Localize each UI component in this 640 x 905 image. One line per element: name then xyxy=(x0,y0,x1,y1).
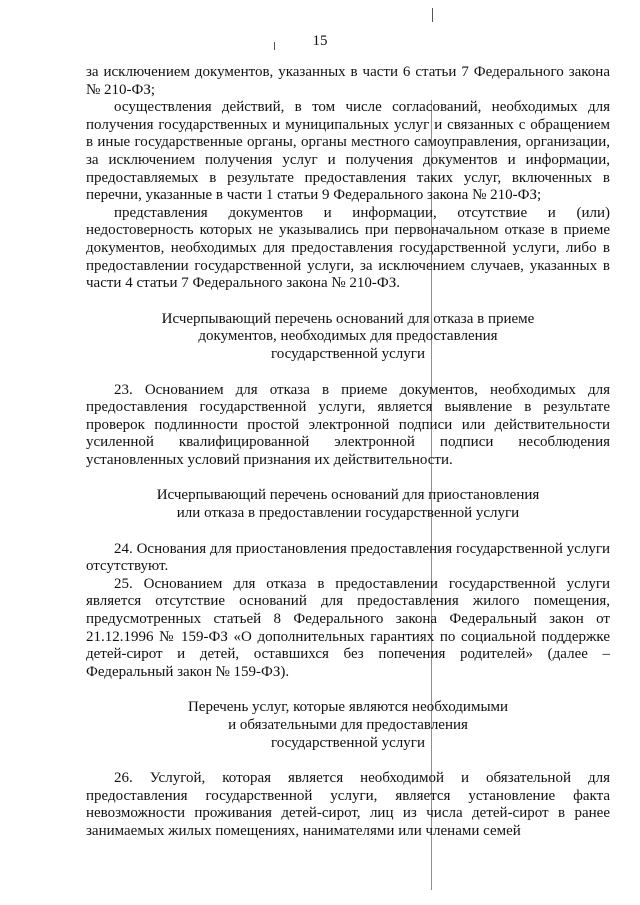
heading-line: Перечень услуг, которые являются необходимыми xyxy=(187,699,509,716)
page-number: 15 xyxy=(312,33,328,49)
heading-line: государственной услуги xyxy=(271,345,425,362)
heading-required-services xyxy=(86,699,610,752)
heading-line: документов, необходимых для предоставления xyxy=(198,328,498,345)
heading-suspension-grounds xyxy=(86,487,610,522)
heading-line: или отказа в предоставлении государственной услуги xyxy=(176,505,520,522)
paragraph-25: 25. Основанием для отказа в предоставлении государственной услуги является отсутствие оснований для предоставления жилого помещения, предусмотренных статьей 8 Федерального закона Федеральный закон от 21.12.1996 № 159-ФЗ «О дополнительных гарантиях по социальной поддержке детей-сирот и детей, оставшихся без попечения родителей» (далее – Федеральный закон № 159-ФЗ). xyxy=(86,575,610,680)
paragraph-documents: представления документов и информации, отсутствие и (или) недостоверность которых не указывались при первоначальном отказе в приеме документов, необходимых для предоставления государственной услуги, либо в предоставлении государственной услуги, за исключением случаев, указанных в части 4 статьи 7 Федерального закона № 210-ФЗ. xyxy=(86,204,610,292)
heading-line: Исчерпывающий перечень оснований для приостановления xyxy=(156,487,540,504)
scan-mark-top-right xyxy=(432,8,433,22)
heading-line: Исчерпывающий перечень оснований для отказа в приеме xyxy=(161,310,535,327)
heading-line: государственной услуги xyxy=(271,734,425,751)
paragraph-23: 23. Основанием для отказа в приеме документов, необходимых для предоставления государственной услуги, является выявление в результате проверок подлинности простой электронной подписи или действительности усиленной квалифицированной электронной подписи несоблюдения установленных условий признания их действительности. xyxy=(86,381,610,468)
paragraph-actions: осуществления действий, в том числе согласований, необходимых для получения государственных и муниципальных услуг и связанных с обращением в иные государственные органы, органы местного самоуправления, организации, за исключением получения услуг и получения документов и информации, предоставляемых в результате предоставления таких услуг, включенных в перечни, указанные в части 1 статьи 9 Федерального закона № 210-ФЗ; xyxy=(86,99,610,204)
paragraph-24: 24. Основания для приостановления предоставления государственной услуги отсутствуют. xyxy=(86,540,610,575)
document-body xyxy=(86,64,610,841)
heading-line: и обязательными для предоставления xyxy=(228,717,468,733)
paragraph-26: 26. Услугой, которая является необходимой и обязательной для предоставления государственной услуги, является установление факта невозможности проживания детей-сирот, лиц из числа детей-сирот в ранее занимаемых жилых помещениях, нанимателями или членами семей xyxy=(86,770,610,839)
heading-refusal-grounds xyxy=(86,311,610,364)
paragraph-exceptions-end: за исключением документов, указанных в части 6 статьи 7 Федерального закона № 210-ФЗ; xyxy=(86,64,610,98)
